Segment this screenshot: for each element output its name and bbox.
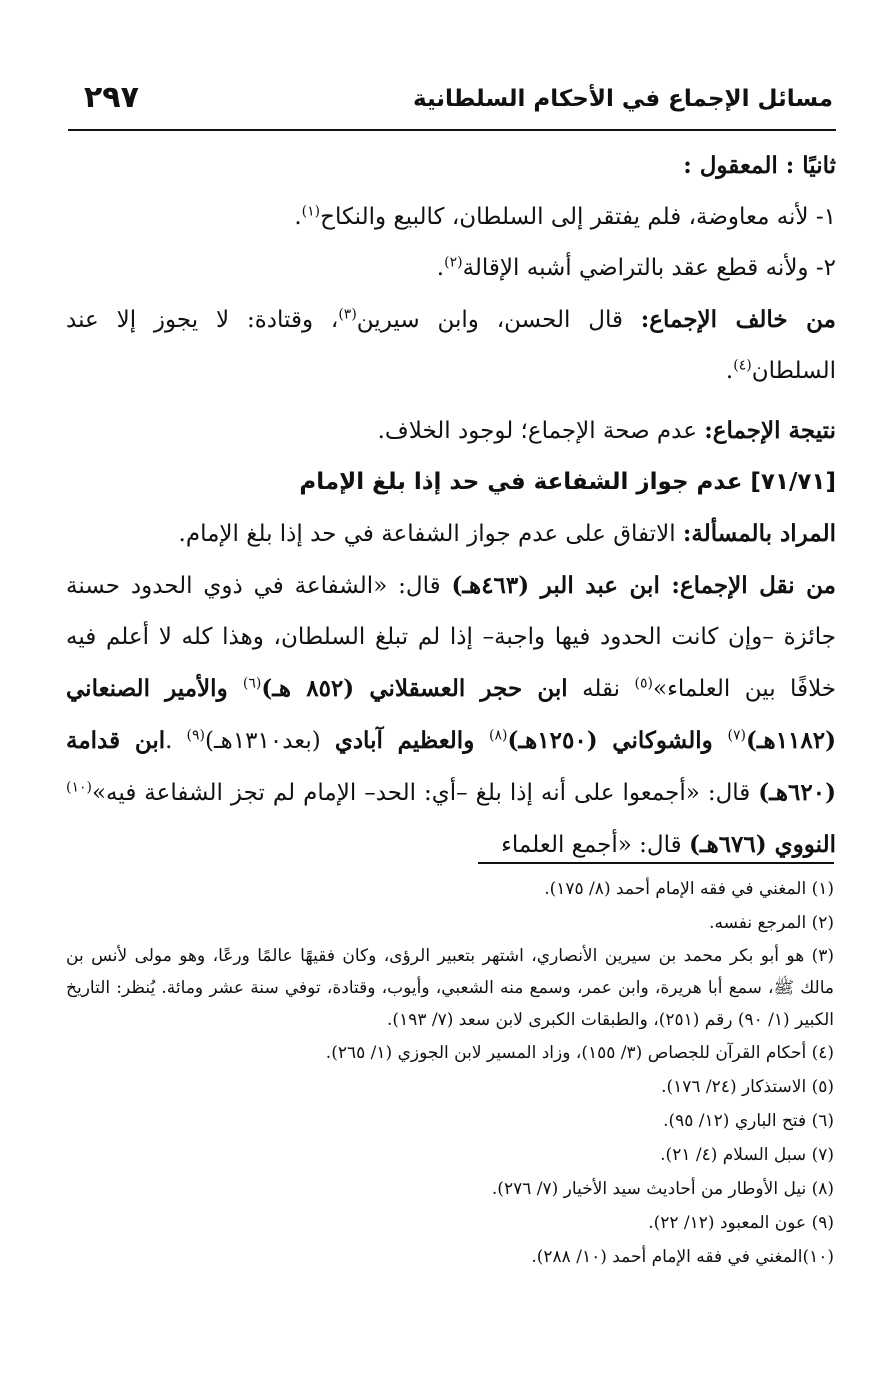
footnote-divider <box>478 862 834 864</box>
paragraph-dissenters <box>66 294 836 397</box>
footnotes <box>66 872 836 1274</box>
reason-1-text: ١- لأنه معاوضة، فلم يفتقر إلى السلطان، كالبيع والنكاح <box>320 204 836 230</box>
footnote-item-2: (٢) المرجع نفسه. <box>709 913 834 933</box>
footnote-ref-2: (٢) <box>444 254 463 271</box>
transmitters-label: من نقل الإجماع: <box>671 572 836 599</box>
quote-al-nawawi: قال: «أجمع العلماء <box>501 832 689 858</box>
quote-ibn-abd-al-barr: قال: «الشفاعة في ذوي الحدود حسنة جائزة –وإن كانت الحدود فيها واجبة– إذا لم تبلغ السلطان، وهذا كله لا أعلم فيه خلافًا بين العلماء» <box>66 573 837 702</box>
separator-period: . <box>165 728 187 754</box>
quote-ibn-qudama: قال: «أجمعوا على أنه إذا بلغ –أي: الحد– الإمام لم تجز الشفاعة فيه» <box>91 780 759 806</box>
paragraph-consensus-transmitters <box>66 560 836 871</box>
scholar-al-azim-abadi: والعظيم آبادي <box>334 727 490 754</box>
al-azim-abadi-date: (بعد١٣١٠هـ) <box>204 728 335 754</box>
dissenters-text-2: ، وقتادة: لا يجوز إلا عند السلطان <box>66 307 836 384</box>
transmitted-by: نقله <box>567 676 635 702</box>
intended-text: الاتفاق على عدم جواز الشفاعة في حد إذا بلغ الإمام. <box>178 521 683 547</box>
paragraph-rational-heading <box>66 140 836 192</box>
footnote-item-10: (١٠)المغني في فقه الإمام أحمد (١٠/ ٢٨٨). <box>531 1247 834 1267</box>
footnote-ref-7: (٧) <box>727 727 746 744</box>
footnote-ref-4: (٤) <box>733 357 752 374</box>
paragraph-reason-1 <box>66 192 836 243</box>
footnote-ref-10: (١٠) <box>66 779 92 796</box>
scholar-ibn-abd-al-barr: ابن عبد البر (٤٦٣هـ) <box>451 572 672 599</box>
footnote-item-6: (٦) فتح الباري (١٢/ ٩٥). <box>663 1111 834 1131</box>
reason-2-end: . <box>436 255 445 281</box>
paragraph-reason-2 <box>66 243 836 294</box>
footnote-ref-3: (٣) <box>338 306 357 323</box>
reason-1-end: . <box>294 204 302 230</box>
intended-label: المراد بالمسألة: <box>682 520 836 547</box>
footnote-item-5: (٥) الاستذكار (٢٤/ ١٧٦). <box>661 1077 834 1097</box>
footnote-item-8: (٨) نيل الأوطار من أحاديث سيد الأخيار (٧/ ٢٧٦). <box>491 1179 834 1199</box>
rational-heading: ثانيًا : المعقول : <box>683 152 836 179</box>
footnote-ref-8: (٨) <box>489 727 508 744</box>
footnote-ref-9: (٩) <box>186 727 205 744</box>
dissenters-label: من خالف الإجماع: <box>640 306 836 333</box>
main-text <box>66 140 836 871</box>
dissenters-text-1: قال الحسن، وابن سيرين <box>356 307 641 333</box>
running-title: مسائل الإجماع في الأحكام السلطانية <box>413 86 833 112</box>
dissenters-end: . <box>725 358 734 384</box>
paragraph-section-title <box>66 457 836 508</box>
section-title: [٧١/٧١] عدم جواز الشفاعة في حد إذا بلغ الإمام <box>299 469 836 495</box>
footnote-ref-1: (١) <box>301 203 321 220</box>
result-label: نتيجة الإجماع: <box>704 417 836 444</box>
footnote-item-1: (١) المغني في فقه الإمام أحمد (٨/ ١٧٥). <box>544 879 834 899</box>
paragraph-result <box>66 405 836 457</box>
footnote-item-7: (٧) سبل السلام (٤/ ٢١). <box>660 1145 834 1165</box>
footnote-item-4: (٤) أحكام القرآن للجصاص (٣/ ١٥٥)، وزاد المسير لابن الجوزي (١/ ٢٦٥). <box>325 1043 834 1063</box>
paragraph-intended-meaning <box>66 508 836 560</box>
reason-2-text: ٢- ولأنه قطع عقد بالتراضي أشبه الإقالة <box>462 255 836 281</box>
footnote-ref-6: (٦) <box>242 675 262 692</box>
header-divider <box>68 129 836 131</box>
page-number: ٢٩٧ <box>84 80 139 115</box>
footnote-item-9: (٩) عون المعبود (١٢/ ٢٢). <box>648 1213 834 1233</box>
scholar-al-shawkani: والشوكاني (١٢٥٠هـ) <box>507 727 728 754</box>
scholar-ibn-qudama: ابن قدامة (٦٢٠هـ) <box>66 727 836 806</box>
footnote-ref-5: (٥) <box>634 675 653 692</box>
scholar-al-nawawi: النووي (٦٧٦هـ) <box>688 831 836 858</box>
scholar-al-sanani: والأمير الصنعاني (١١٨٢هـ) <box>66 675 836 754</box>
result-text: عدم صحة الإجماع؛ لوجود الخلاف. <box>377 418 705 444</box>
scholar-ibn-hajar: ابن حجر العسقلاني (٨٥٢ هـ) <box>261 675 568 702</box>
footnote-item-3: (٣) هو أبو بكر محمد بن سيرين الأنصاري، اشتهر بتعبير الرؤى، وكان فقيهًا عالمًا ورعًا، وهو مولى لأنس بن مالك ﷺ، سمع أبا هريرة، وابن عمر، وسمع منه الشعبي، وأيوب، وقتادة، توفي سنة عشر ومائة. يُنظر: التاريخ الكبير (١/ ٩٠) رقم (٢٥١)، والطبقات الكبرى لابن سعد (٧/ ١٩٣). <box>66 946 834 1030</box>
